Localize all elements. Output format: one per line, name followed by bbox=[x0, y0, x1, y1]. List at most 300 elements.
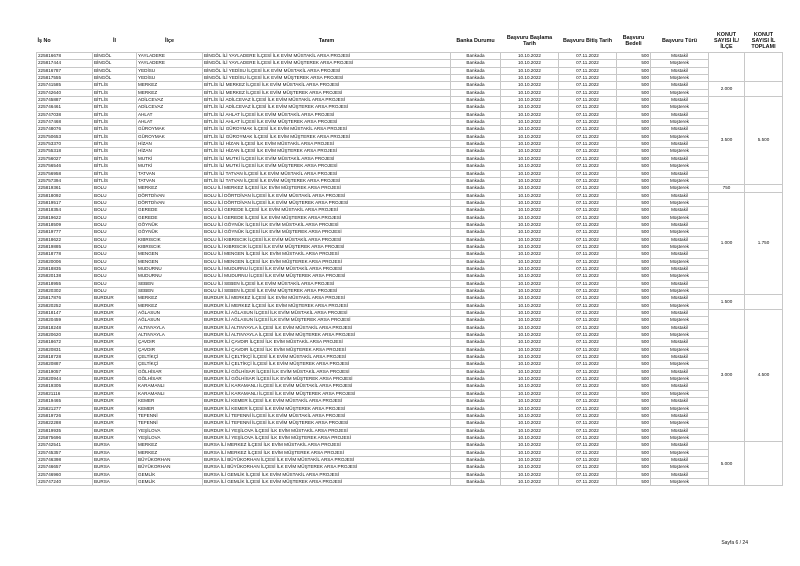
table-row bbox=[37, 111, 783, 118]
table-cell: 225756546 bbox=[37, 163, 93, 170]
table-cell: 10.10.2022 bbox=[501, 82, 559, 89]
table-cell: BURDUR bbox=[93, 361, 137, 368]
table-cell: BİNGÖL İLİ YEDİSU İLÇESİ İLK EVİM MÜSTAKİL ARSA PROJESİ bbox=[203, 67, 451, 74]
table-cell: 500 bbox=[617, 229, 651, 236]
table-cell: 10.10.2022 bbox=[501, 339, 559, 346]
table-cell: BURDUR İLİ YEŞİLOVA İLÇESİ İLK EVİM MÜŞTEREK ARSA PROJESİ bbox=[203, 434, 451, 441]
table-cell: BOLU bbox=[93, 207, 137, 214]
table-cell: 10.10.2022 bbox=[501, 405, 559, 412]
table-cell: 10.10.2022 bbox=[501, 295, 559, 302]
table-cell: Bankada bbox=[451, 163, 501, 170]
table-row bbox=[37, 258, 783, 265]
table-cell: BİNGÖL İLİ YEDİSU İLÇESİ İLK EVİM MÜŞTEREK ARSA PROJESİ bbox=[203, 75, 451, 82]
table-cell: BURDUR İLİ YEŞİLOVA İLÇESİ İLK EVİM MÜSTAKİL ARSA PROJESİ bbox=[203, 427, 451, 434]
table-cell: Bankada bbox=[451, 133, 501, 140]
table-cell: BURDUR bbox=[93, 368, 137, 375]
table-cell: BURDUR bbox=[93, 354, 137, 361]
table-cell: Müstakil bbox=[651, 82, 709, 89]
table-cell: 225746461 bbox=[37, 104, 93, 111]
table-cell: BURSA bbox=[93, 471, 137, 478]
table-cell: Müşterek bbox=[651, 133, 709, 140]
table-cell: 225746398 bbox=[37, 456, 93, 463]
table-cell: BURDUR bbox=[93, 390, 137, 397]
table-cell: BURDUR İLİ MERKEZ İLÇESİ İLK EVİM MÜŞTEREK ARSA PROJESİ bbox=[203, 302, 451, 309]
table-cell: Bankada bbox=[451, 177, 501, 184]
table-cell: 10.10.2022 bbox=[501, 456, 559, 463]
table-cell: TATVAN bbox=[137, 170, 203, 177]
table-cell: Müşterek bbox=[651, 199, 709, 206]
table-row bbox=[37, 288, 783, 295]
table-cell: BURSA bbox=[93, 442, 137, 449]
page-number: Sayfa 6 / 24 bbox=[721, 540, 748, 546]
table-cell: TATVAN bbox=[137, 177, 203, 184]
table-cell: BURSA İLİ MERKEZ İLÇESİ İLK EVİM MÜSTAKİL ARSA PROJESİ bbox=[203, 442, 451, 449]
table-cell: Müstakil bbox=[651, 126, 709, 133]
table-cell: BİTLİS bbox=[93, 119, 137, 126]
table-cell: 500 bbox=[617, 104, 651, 111]
table-cell: 07.11.2022 bbox=[559, 339, 617, 346]
table-cell: Müşterek bbox=[651, 434, 709, 441]
table-cell: Bankada bbox=[451, 207, 501, 214]
table-cell: 225820006 bbox=[37, 258, 93, 265]
table-cell: Bankada bbox=[451, 478, 501, 485]
table-cell: Bankada bbox=[451, 155, 501, 162]
table-cell: Bankada bbox=[451, 376, 501, 383]
table-cell: GEMLİK bbox=[137, 478, 203, 485]
table-cell: 07.11.2022 bbox=[559, 346, 617, 353]
table-cell: Müşterek bbox=[651, 273, 709, 280]
table-cell: MERKEZ bbox=[137, 89, 203, 96]
table-cell: 10.10.2022 bbox=[501, 148, 559, 155]
table-cell: BİTLİS bbox=[93, 141, 137, 148]
table-cell: 10.10.2022 bbox=[501, 273, 559, 280]
table-cell: BOLU bbox=[93, 229, 137, 236]
table-cell: 500 bbox=[617, 324, 651, 331]
konut-sayisi-il-ilce: 1.500 bbox=[709, 295, 745, 310]
table-cell: HİZAN bbox=[137, 141, 203, 148]
table-cell: 500 bbox=[617, 295, 651, 302]
table-cell: BİTLİS İLİ TATVAN İLÇESİ İLK EVİM MÜŞTEREK ARSA PROJESİ bbox=[203, 177, 451, 184]
table-cell: Müşterek bbox=[651, 258, 709, 265]
table-cell: BURDUR İLİ KEMER İLÇESİ İLK EVİM MÜSTAKİL ARSA PROJESİ bbox=[203, 398, 451, 405]
table-cell: 225747240 bbox=[37, 478, 93, 485]
table-cell: Müşterek bbox=[651, 376, 709, 383]
table-cell: 500 bbox=[617, 126, 651, 133]
table-cell: Müstakil bbox=[651, 310, 709, 317]
table-cell: BOLU bbox=[93, 192, 137, 199]
table-cell: BOLU İLİ SEBEN İLÇESİ İLK EVİM MÜŞTEREK ARSA PROJESİ bbox=[203, 288, 451, 295]
table-cell: Müşterek bbox=[651, 177, 709, 184]
table-cell: BOLU İLİ MERKEZ İLÇESİ İLK EVİM MÜŞTEREK ARSA PROJESİ bbox=[203, 185, 451, 192]
table-row bbox=[37, 310, 783, 317]
table-cell: 500 bbox=[617, 251, 651, 258]
table-cell: Bankada bbox=[451, 324, 501, 331]
table-cell: Bankada bbox=[451, 89, 501, 96]
table-cell: BURSA İLİ BÜYÜKORHAN İLÇESİ İLK EVİM MÜŞTEREK ARSA PROJESİ bbox=[203, 464, 451, 471]
table-cell: Bankada bbox=[451, 412, 501, 419]
header-konut-il-ilce: KONUT SAYISI İL/İLÇE bbox=[714, 32, 739, 50]
konut-sayisi-il-toplami: 5.500 bbox=[745, 97, 783, 185]
table-cell: 07.11.2022 bbox=[559, 449, 617, 456]
table-cell: BURDUR İLİ AĞLASUN İLÇESİ İLK EVİM MÜSTAKİL ARSA PROJESİ bbox=[203, 310, 451, 317]
table-cell: BOLU bbox=[93, 288, 137, 295]
table-cell: 07.11.2022 bbox=[559, 214, 617, 221]
table-cell: Müstakil bbox=[651, 339, 709, 346]
table-cell: DÖRTDİVAN bbox=[137, 199, 203, 206]
table-cell: 500 bbox=[617, 141, 651, 148]
table-cell: 07.11.2022 bbox=[559, 390, 617, 397]
table-cell: Müstakil bbox=[651, 398, 709, 405]
table-cell: Müstakil bbox=[651, 221, 709, 228]
table-cell: 10.10.2022 bbox=[501, 390, 559, 397]
table-cell: 225746960 bbox=[37, 471, 93, 478]
konut-sayisi-il-toplami: 4.500 bbox=[745, 310, 783, 442]
table-cell: Bankada bbox=[451, 126, 501, 133]
table-cell: Bankada bbox=[451, 310, 501, 317]
table-cell: 07.11.2022 bbox=[559, 119, 617, 126]
konut-sayisi-il-toplami bbox=[745, 442, 783, 486]
table-cell: Müşterek bbox=[651, 89, 709, 96]
table-row bbox=[37, 243, 783, 250]
table-cell: 500 bbox=[617, 60, 651, 67]
table-row bbox=[37, 442, 783, 449]
table-cell: 07.11.2022 bbox=[559, 434, 617, 441]
table-cell: 10.10.2022 bbox=[501, 75, 559, 82]
table-row bbox=[37, 427, 783, 434]
table-cell: 10.10.2022 bbox=[501, 185, 559, 192]
table-cell: BİTLİS bbox=[93, 97, 137, 104]
table-cell: Müstakil bbox=[651, 251, 709, 258]
table-cell: BİNGÖL bbox=[93, 75, 137, 82]
table-cell: 10.10.2022 bbox=[501, 361, 559, 368]
table-cell: 500 bbox=[617, 464, 651, 471]
table-cell: Müstakil bbox=[651, 207, 709, 214]
table-cell: 10.10.2022 bbox=[501, 478, 559, 485]
table-cell: BURDUR İLİ TEFENNİ İLÇESİ İLK EVİM MÜŞTEREK ARSA PROJESİ bbox=[203, 420, 451, 427]
table-cell: Müstakil bbox=[651, 471, 709, 478]
table-cell: BİNGÖL bbox=[93, 67, 137, 74]
table-cell: Bankada bbox=[451, 243, 501, 250]
konut-sayisi-il-ilce: 1.000 bbox=[709, 192, 745, 295]
header-baslama-tarih: Başvuru Başlama Tarih bbox=[506, 35, 553, 47]
table-cell: GEREDE bbox=[137, 207, 203, 214]
table-cell: BİTLİS bbox=[93, 104, 137, 111]
table-cell: 07.11.2022 bbox=[559, 221, 617, 228]
table-cell: 07.11.2022 bbox=[559, 155, 617, 162]
table-cell: 500 bbox=[617, 288, 651, 295]
table-cell: 225820252 bbox=[37, 302, 93, 309]
table-cell: 500 bbox=[617, 456, 651, 463]
table-cell: 225820302 bbox=[37, 288, 93, 295]
table-row bbox=[37, 221, 783, 228]
table-cell: BOLU İLİ MENGEN İLÇESİ İLK EVİM MÜSTAKİL ARSA PROJESİ bbox=[203, 251, 451, 258]
table-cell: 07.11.2022 bbox=[559, 471, 617, 478]
table-cell: 500 bbox=[617, 133, 651, 140]
table-cell: 07.11.2022 bbox=[559, 141, 617, 148]
table-cell: 225819935 bbox=[37, 427, 93, 434]
table-cell: 225818354 bbox=[37, 207, 93, 214]
table-cell: BOLU İLİ KIBRISCIK İLÇESİ İLK EVİM MÜŞTEREK ARSA PROJESİ bbox=[203, 243, 451, 250]
table-cell: Müstakil bbox=[651, 427, 709, 434]
table-cell: KEMER bbox=[137, 405, 203, 412]
table-cell: ÇAVDIR bbox=[137, 346, 203, 353]
table-row bbox=[37, 155, 783, 162]
table-cell: 500 bbox=[617, 317, 651, 324]
table-cell: 10.10.2022 bbox=[501, 243, 559, 250]
header-basvuru-turu: Başvuru Türü bbox=[661, 38, 698, 44]
table-cell: BURSA bbox=[93, 449, 137, 456]
table-cell: BİTLİS İLİ GÜROYMAK İLÇESİ İLK EVİM MÜSTAKİL ARSA PROJESİ bbox=[203, 126, 451, 133]
table-cell: Bankada bbox=[451, 368, 501, 375]
table-cell: 225818672 bbox=[37, 339, 93, 346]
table-cell: 225875696 bbox=[37, 434, 93, 441]
table-row bbox=[37, 133, 783, 140]
table-row bbox=[37, 339, 783, 346]
table-cell: Bankada bbox=[451, 383, 501, 390]
table-cell: ALTINYAYLA bbox=[137, 324, 203, 331]
table-cell: BURDUR İLİ ALTINYAYLA İLÇESİ İLK EVİM MÜŞTEREK ARSA PROJESİ bbox=[203, 332, 451, 339]
table-row bbox=[37, 346, 783, 353]
table-cell: Bankada bbox=[451, 456, 501, 463]
konut-sayisi-il-toplami bbox=[745, 185, 783, 192]
table-cell: Bankada bbox=[451, 280, 501, 287]
table-cell: Bankada bbox=[451, 339, 501, 346]
table-cell: Müşterek bbox=[651, 185, 709, 192]
table-cell: 07.11.2022 bbox=[559, 478, 617, 485]
table-cell: 10.10.2022 bbox=[501, 199, 559, 206]
table-cell: 500 bbox=[617, 354, 651, 361]
table-cell: Müstakil bbox=[651, 383, 709, 390]
table-cell: BOLU bbox=[93, 280, 137, 287]
table-cell: Müşterek bbox=[651, 75, 709, 82]
table-cell: 07.11.2022 bbox=[559, 420, 617, 427]
table-cell: BİTLİS İLİ MERKEZ İLÇESİ İLK EVİM MÜSTAKİL ARSA PROJESİ bbox=[203, 82, 451, 89]
table-cell: 07.11.2022 bbox=[559, 398, 617, 405]
table-cell: Müstakil bbox=[651, 456, 709, 463]
table-cell: 225819777 bbox=[37, 229, 93, 236]
table-row bbox=[37, 148, 783, 155]
table-cell: BİTLİS İLİ MUTKİ İLÇESİ İLK EVİM MÜSTAKİL ARSA PROJESİ bbox=[203, 155, 451, 162]
table-cell: BURDUR bbox=[93, 434, 137, 441]
table-cell: 500 bbox=[617, 302, 651, 309]
table-cell: 10.10.2022 bbox=[501, 111, 559, 118]
table-cell: KARAMANLI bbox=[137, 383, 203, 390]
table-cell: 500 bbox=[617, 177, 651, 184]
table-cell: Bankada bbox=[451, 75, 501, 82]
table-cell: Bankada bbox=[451, 420, 501, 427]
table-cell: 07.11.2022 bbox=[559, 273, 617, 280]
table-row bbox=[37, 177, 783, 184]
table-cell: BİTLİS İLİ AHLAT İLÇESİ İLK EVİM MÜSTAKİL ARSA PROJESİ bbox=[203, 111, 451, 118]
table-cell: AHLAT bbox=[137, 119, 203, 126]
table-cell: 07.11.2022 bbox=[559, 442, 617, 449]
table-cell: 225820831 bbox=[37, 346, 93, 353]
table-cell: Müstakil bbox=[651, 141, 709, 148]
table-row bbox=[37, 317, 783, 324]
table-cell: Bankada bbox=[451, 82, 501, 89]
table-cell: 10.10.2022 bbox=[501, 383, 559, 390]
table-cell: MENGEN bbox=[137, 251, 203, 258]
table-cell: Müstakil bbox=[651, 295, 709, 302]
table-cell: Müstakil bbox=[651, 368, 709, 375]
table-cell: 500 bbox=[617, 207, 651, 214]
table-row bbox=[37, 449, 783, 456]
table-cell: 500 bbox=[617, 97, 651, 104]
table-cell: BURDUR bbox=[93, 420, 137, 427]
table-row bbox=[37, 67, 783, 74]
table-cell: Müşterek bbox=[651, 405, 709, 412]
table-cell: GÖYNÜK bbox=[137, 229, 203, 236]
table-cell: Bankada bbox=[451, 464, 501, 471]
table-cell: 07.11.2022 bbox=[559, 75, 617, 82]
table-cell: 07.11.2022 bbox=[559, 163, 617, 170]
table-cell: 10.10.2022 bbox=[501, 427, 559, 434]
table-cell: 07.11.2022 bbox=[559, 265, 617, 272]
table-cell: 225755318 bbox=[37, 148, 93, 155]
table-cell: HİZAN bbox=[137, 148, 203, 155]
table-cell: GEMLİK bbox=[137, 471, 203, 478]
table-cell: Müşterek bbox=[651, 464, 709, 471]
table-cell: 500 bbox=[617, 53, 651, 60]
table-cell: BİTLİS bbox=[93, 89, 137, 96]
table-cell: MUTKİ bbox=[137, 163, 203, 170]
table-cell: 225819465 bbox=[37, 398, 93, 405]
table-cell: 10.10.2022 bbox=[501, 104, 559, 111]
table-cell: BÜYÜKORHAN bbox=[137, 456, 203, 463]
table-cell: BİTLİS bbox=[93, 133, 137, 140]
table-cell: 225745887 bbox=[37, 97, 93, 104]
table-cell: 10.10.2022 bbox=[501, 265, 559, 272]
table-cell: BURDUR bbox=[93, 332, 137, 339]
table-cell: 07.11.2022 bbox=[559, 412, 617, 419]
table-cell: 10.10.2022 bbox=[501, 258, 559, 265]
table-cell: GÖLHİSAR bbox=[137, 368, 203, 375]
table-cell: Bankada bbox=[451, 332, 501, 339]
table-cell: 225819361 bbox=[37, 185, 93, 192]
table-cell: BİNGÖL İLİ YAYLADERE İLÇESİ İLK EVİM MÜŞTEREK ARSA PROJESİ bbox=[203, 60, 451, 67]
table-cell: 225818248 bbox=[37, 324, 93, 331]
table-cell: 225818778 bbox=[37, 251, 93, 258]
table-cell: 500 bbox=[617, 310, 651, 317]
table-cell: Müstakil bbox=[651, 236, 709, 243]
table-cell: BİTLİS İLİ ADİLCEVAZ İLÇESİ İLK EVİM MÜŞTEREK ARSA PROJESİ bbox=[203, 104, 451, 111]
table-cell: BİTLİS bbox=[93, 111, 137, 118]
header-is-no: İş No bbox=[37, 38, 51, 44]
konut-sayisi-il-toplami bbox=[745, 82, 783, 97]
table-cell: 500 bbox=[617, 119, 651, 126]
table-cell: AĞLASUN bbox=[137, 317, 203, 324]
table-cell: BİTLİS bbox=[93, 82, 137, 89]
table-cell: BURDUR bbox=[93, 339, 137, 346]
table-cell: BURDUR bbox=[93, 317, 137, 324]
table-cell: 10.10.2022 bbox=[501, 464, 559, 471]
table-cell: 225753370 bbox=[37, 141, 93, 148]
table-cell: BURSA bbox=[93, 456, 137, 463]
table-cell: Bankada bbox=[451, 199, 501, 206]
table-cell: BURDUR İLİ KEMER İLÇESİ İLK EVİM MÜŞTEREK ARSA PROJESİ bbox=[203, 405, 451, 412]
table-row bbox=[37, 236, 783, 243]
table-cell: 07.11.2022 bbox=[559, 383, 617, 390]
table-cell: 10.10.2022 bbox=[501, 97, 559, 104]
table-row bbox=[37, 295, 783, 302]
table-row bbox=[37, 368, 783, 375]
table-cell: BURDUR İLİ ÇELTİKÇİ İLÇESİ İLK EVİM MÜSTAKİL ARSA PROJESİ bbox=[203, 354, 451, 361]
table-cell: 225820887 bbox=[37, 361, 93, 368]
table-cell: Müşterek bbox=[651, 119, 709, 126]
table-cell: Bankada bbox=[451, 258, 501, 265]
table-cell: Bankada bbox=[451, 471, 501, 478]
table-cell: Müstakil bbox=[651, 412, 709, 419]
table-cell: BOLU bbox=[93, 199, 137, 206]
table-cell: 500 bbox=[617, 449, 651, 456]
table-cell: Bankada bbox=[451, 317, 501, 324]
table-row bbox=[37, 89, 783, 96]
table-cell: 225820138 bbox=[37, 273, 93, 280]
table-cell: 07.11.2022 bbox=[559, 133, 617, 140]
table-cell: BOLU İLİ KIBRISCIK İLÇESİ İLK EVİM MÜSTAKİL ARSA PROJESİ bbox=[203, 236, 451, 243]
table-cell: MUDURNU bbox=[137, 265, 203, 272]
table-cell: Müşterek bbox=[651, 148, 709, 155]
table-cell: 500 bbox=[617, 170, 651, 177]
table-row bbox=[37, 82, 783, 89]
table-cell: 07.11.2022 bbox=[559, 243, 617, 250]
table-cell: Müşterek bbox=[651, 449, 709, 456]
table-cell: ADİLCEVAZ bbox=[137, 97, 203, 104]
table-cell: Bankada bbox=[451, 434, 501, 441]
header-il: İl bbox=[113, 38, 116, 44]
table-cell: 225819057 bbox=[37, 368, 93, 375]
table-cell: 07.11.2022 bbox=[559, 280, 617, 287]
table-cell: 07.11.2022 bbox=[559, 464, 617, 471]
table-cell: SEBEN bbox=[137, 288, 203, 295]
table-cell: 07.11.2022 bbox=[559, 295, 617, 302]
header-ilce: İlçe bbox=[165, 38, 174, 44]
table-cell: 225750653 bbox=[37, 133, 93, 140]
table-cell: Müşterek bbox=[651, 361, 709, 368]
table-cell: 225821277 bbox=[37, 405, 93, 412]
table-row bbox=[37, 104, 783, 111]
table-cell: YEDİSU bbox=[137, 67, 203, 74]
table-cell: BURDUR bbox=[93, 376, 137, 383]
table-row bbox=[37, 405, 783, 412]
table-cell: Bankada bbox=[451, 354, 501, 361]
table-cell: 225816678 bbox=[37, 53, 93, 60]
table-cell: Bankada bbox=[451, 251, 501, 258]
table-row bbox=[37, 383, 783, 390]
table-cell: 07.11.2022 bbox=[559, 104, 617, 111]
table-row bbox=[37, 251, 783, 258]
konut-sayisi-il-ilce: 5.000 bbox=[709, 442, 745, 486]
table-cell: 225748076 bbox=[37, 126, 93, 133]
table-cell: BURDUR bbox=[93, 310, 137, 317]
table-body bbox=[37, 53, 783, 486]
table-cell: 500 bbox=[617, 273, 651, 280]
table-cell: 500 bbox=[617, 236, 651, 243]
table-cell: AĞLASUN bbox=[137, 310, 203, 317]
table-cell: 07.11.2022 bbox=[559, 97, 617, 104]
table-cell: 07.11.2022 bbox=[559, 258, 617, 265]
table-cell: 07.11.2022 bbox=[559, 324, 617, 331]
table-cell: Müşterek bbox=[651, 104, 709, 111]
table-cell: 10.10.2022 bbox=[501, 89, 559, 96]
table-cell: 10.10.2022 bbox=[501, 60, 559, 67]
table-cell: BURDUR İLİ KARAMANLI İLÇESİ İLK EVİM MÜŞTEREK ARSA PROJESİ bbox=[203, 390, 451, 397]
table-cell: 225741585 bbox=[37, 82, 93, 89]
table-cell: 07.11.2022 bbox=[559, 177, 617, 184]
table-cell: 500 bbox=[617, 221, 651, 228]
table-cell: 500 bbox=[617, 339, 651, 346]
table-cell: Bankada bbox=[451, 185, 501, 192]
